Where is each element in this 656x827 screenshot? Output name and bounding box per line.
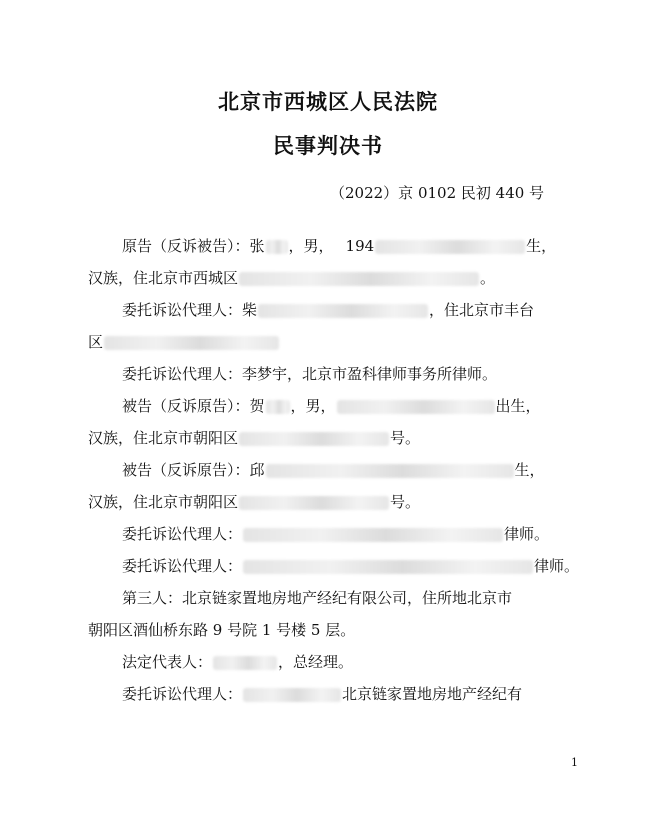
document-type-title: 民事判决书 — [273, 133, 383, 158]
redaction — [243, 560, 533, 574]
redaction — [266, 240, 288, 254]
redaction — [239, 272, 479, 286]
text-segment: 。 — [480, 269, 496, 287]
redaction — [266, 464, 514, 478]
redaction — [337, 400, 495, 414]
defendant-1-line — [122, 396, 541, 416]
text-segment: 被告（反诉原告）：贺 — [122, 397, 265, 415]
legal-representative-line — [122, 652, 353, 672]
text-segment: 被告（反诉原告）：邱 — [122, 461, 265, 479]
agent-line-4 — [122, 556, 579, 576]
defendant-2-line — [122, 460, 545, 480]
text-segment: 汉族，住北京市西城区 — [88, 269, 239, 287]
text-segment: 委托诉讼代理人：柴 — [122, 301, 258, 319]
text-segment: 号。 — [390, 429, 421, 447]
case-number: （2022）京 0102 民初 440 号 — [330, 184, 545, 202]
text-segment: 生， — [526, 237, 557, 255]
redaction — [375, 240, 525, 254]
text-segment: ，总经理。 — [278, 653, 354, 671]
redaction — [258, 304, 428, 318]
text-segment: 号。 — [390, 493, 421, 511]
redaction — [243, 528, 503, 542]
agent-line-5 — [122, 684, 522, 704]
redaction — [213, 656, 277, 670]
text-segment: 出生， — [495, 397, 541, 415]
text-segment: ，住北京市丰台 — [429, 301, 535, 319]
redaction — [239, 432, 389, 446]
text-segment: 委托诉讼代理人： — [122, 685, 243, 703]
text-segment: ，男， — [288, 237, 334, 255]
redaction — [243, 688, 341, 702]
text-segment: 法定代表人： — [122, 653, 213, 671]
plaintiff-address-line — [88, 268, 495, 288]
page-number: 1 — [571, 756, 578, 769]
text-segment: 委托诉讼代理人： — [122, 557, 243, 575]
text-segment: 律师。 — [534, 557, 580, 575]
agent-address-line — [88, 332, 280, 352]
court-title: 北京市西城区人民法院 — [218, 89, 438, 114]
text-segment: ，男， — [290, 397, 336, 415]
text-segment: 区 — [88, 333, 104, 351]
text-segment: 汉族，住北京市朝阳区 — [88, 493, 239, 511]
third-party-address-line: 朝阳区酒仙桥东路 9 号院 1 号楼 5 层。 — [88, 621, 356, 639]
text-segment: 委托诉讼代理人： — [122, 525, 243, 543]
text-segment: 汉族，住北京市朝阳区 — [88, 429, 239, 447]
agent-line-2: 委托诉讼代理人：李梦宇，北京市盈科律师事务所律师。 — [122, 365, 498, 383]
text-segment: 原告（反诉被告）：张 — [122, 237, 265, 255]
text-segment: 生， — [514, 461, 545, 479]
agent-line-3 — [122, 524, 549, 544]
agent-line-1 — [122, 300, 534, 320]
redaction — [104, 336, 279, 350]
third-party-line: 第三人：北京链家置地房地产经纪有限公司，住所地北京市 — [122, 589, 513, 607]
text-segment: 北京链家置地房地产经纪有 — [342, 685, 523, 703]
redaction — [266, 400, 290, 414]
redaction — [239, 496, 389, 510]
text-segment: 律师。 — [504, 525, 550, 543]
defendant-1-address-line — [88, 428, 420, 448]
plaintiff-line — [122, 236, 556, 256]
text-segment: 194 — [345, 237, 375, 255]
defendant-2-address-line — [88, 492, 420, 512]
